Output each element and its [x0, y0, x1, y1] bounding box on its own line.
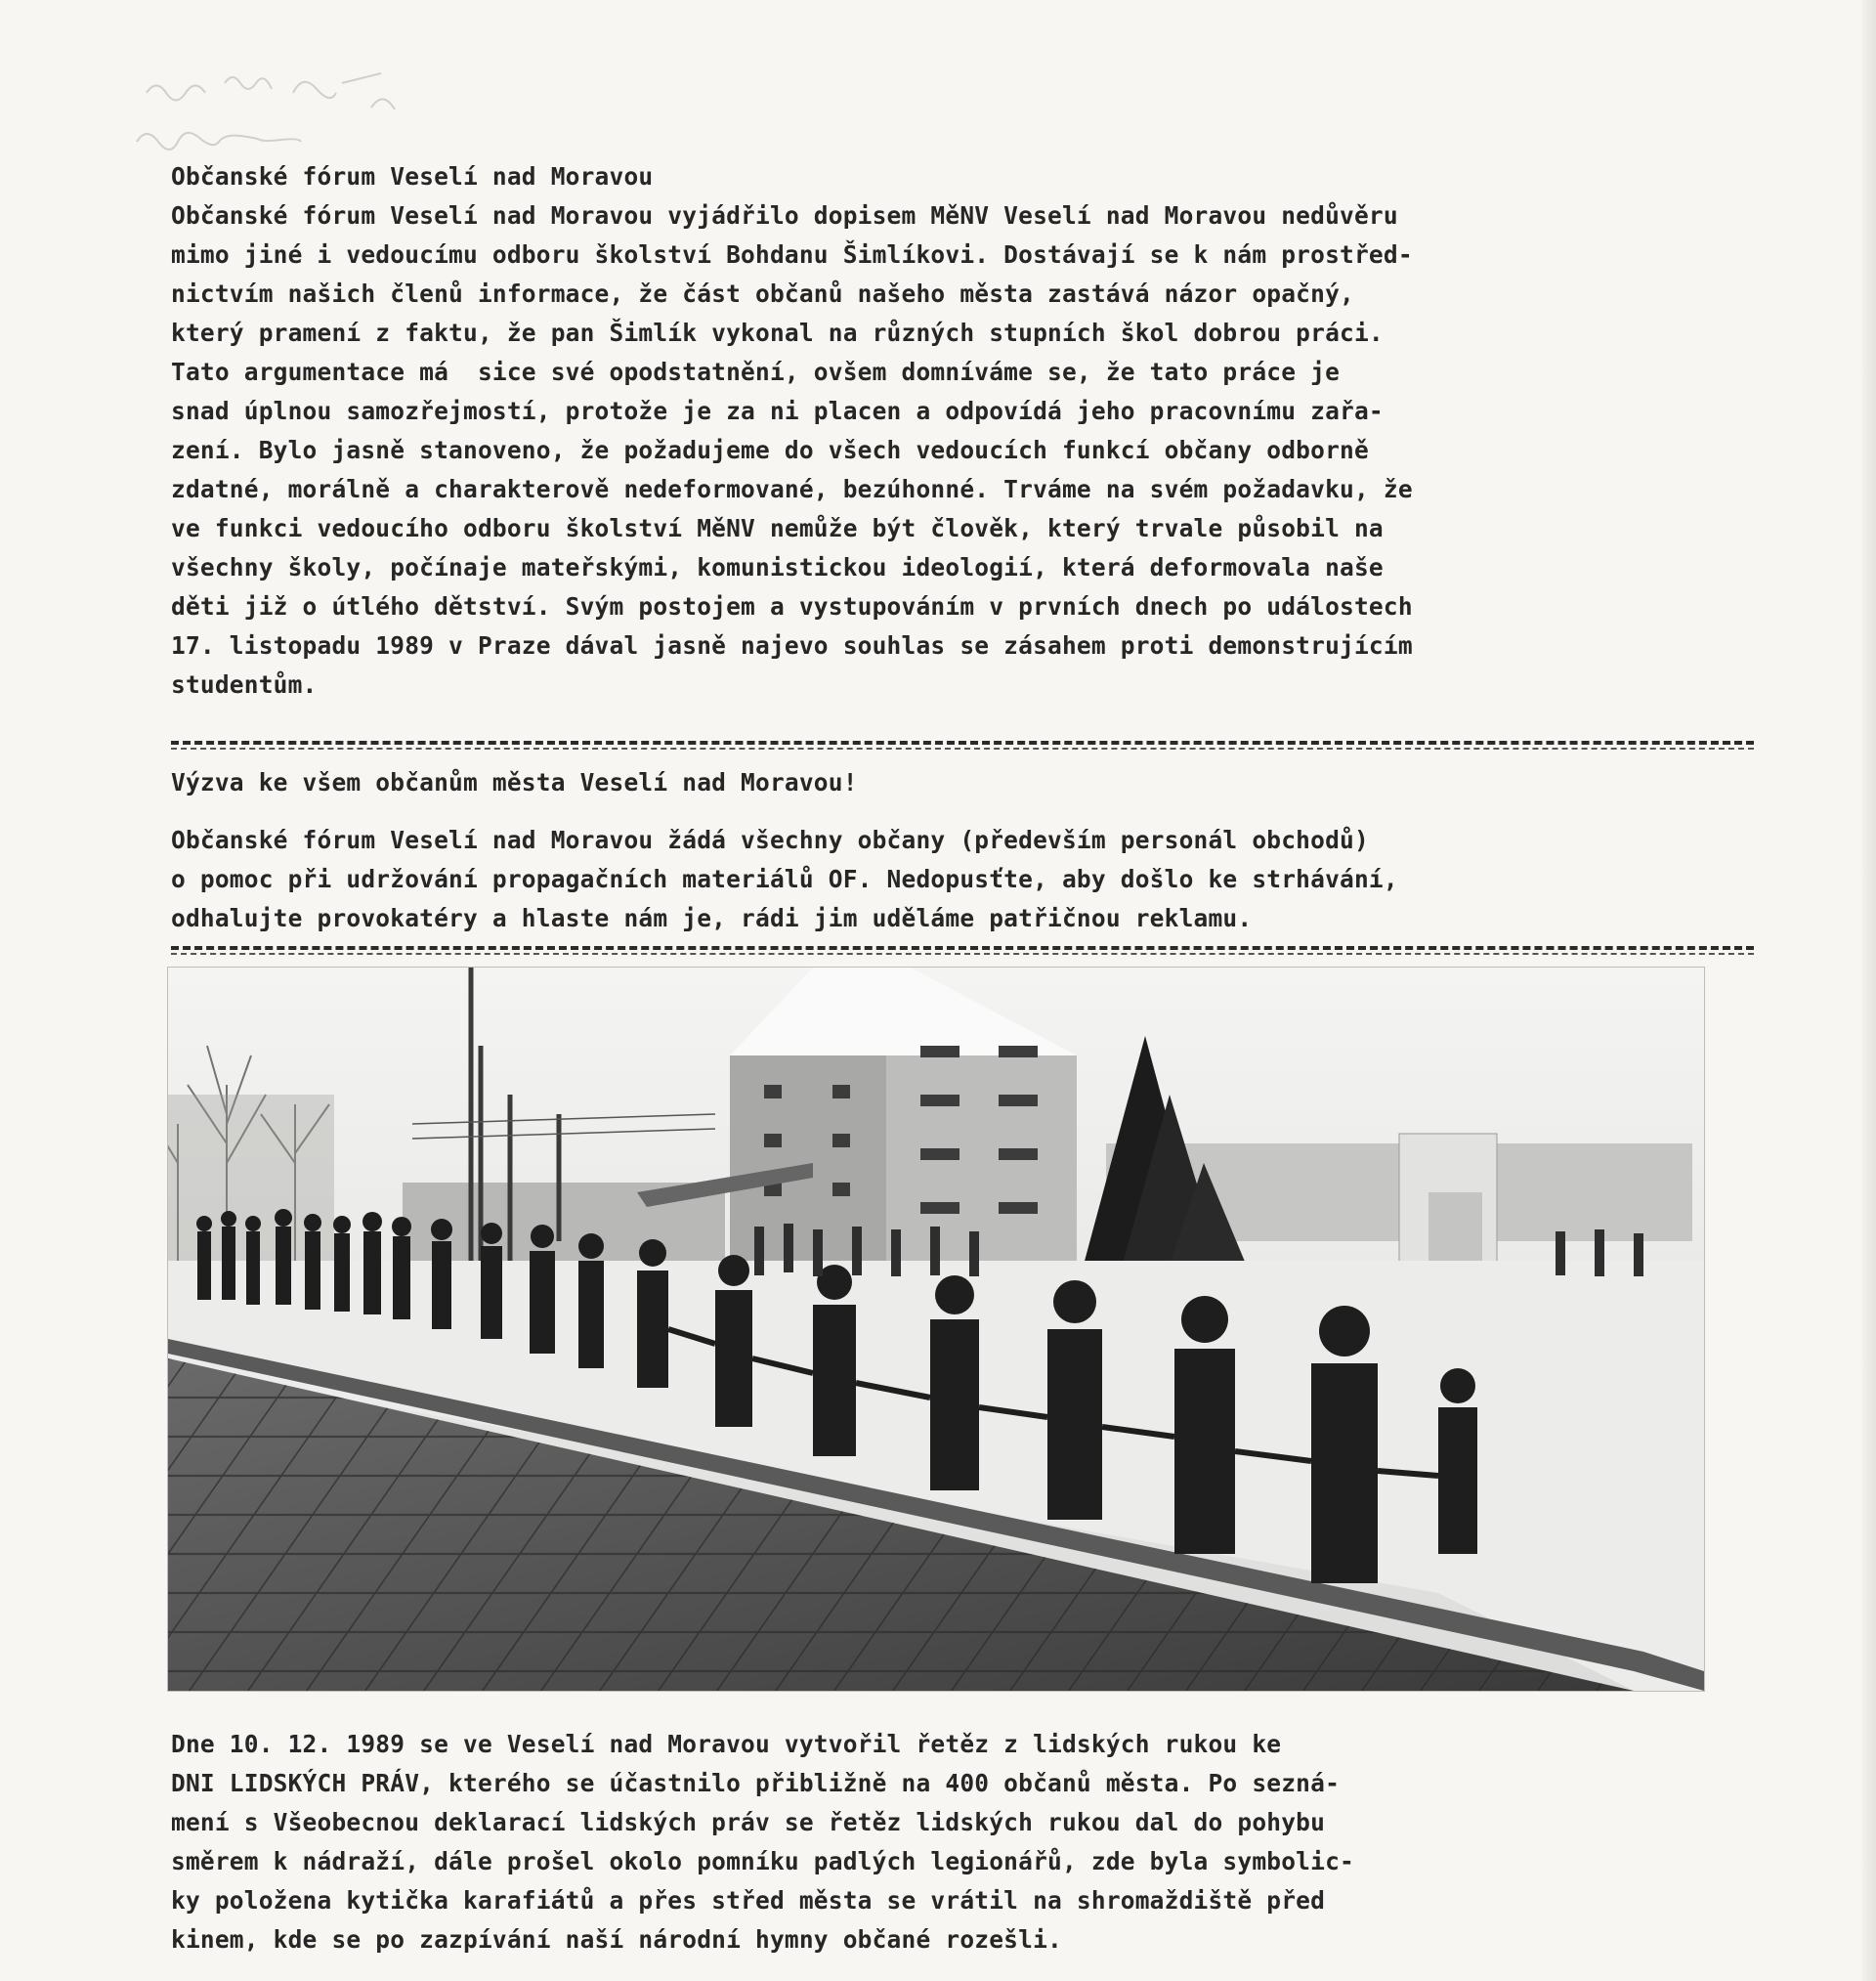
- article1-line: Tato argumentace má sice své opodstatnění, ovšem domníváme se, že tato práce je: [171, 358, 1341, 386]
- article1-line: 17. listopadu 1989 v Praze dával jasně najevo souhlas se zásahem proti demonstrujícím: [171, 631, 1413, 660]
- article1-line: studentům.: [171, 670, 318, 699]
- page-edge: [1862, 0, 1876, 1981]
- caption-line: kinem, kde se po zazpívání naší národní hymny občané rozešli.: [171, 1925, 1062, 1954]
- caption-line: Dne 10. 12. 1989 se ve Veselí nad Moravou vytvořil řetěz z lidských rukou ke: [171, 1730, 1282, 1758]
- article2-line: o pomoc při udržování propagačních materiálů OF. Nedopusťte, aby došlo ke strhávání,: [171, 865, 1398, 893]
- article1-line: který pramení z faktu, že pan Šimlík vykonal na různých stupních škol dobrou práci.: [171, 319, 1384, 347]
- divider-line: [171, 741, 1754, 745]
- human-chain-photo: [168, 968, 1704, 1691]
- divider-line: [171, 946, 1754, 950]
- handwritten-note-icon: [127, 54, 440, 171]
- article1-line: zení. Bylo jasně stanoveno, že požadujeme do všech vedoucích funkcí občany odborně: [171, 436, 1369, 464]
- article1-line: nictvím našich členů informace, že část občanů našeho města zastává názor opačný,: [171, 280, 1354, 308]
- article1-line: mimo jiné i vedoucímu odboru školství Bohdanu Šimlíkovi. Dostávají se k nám prostřed-: [171, 240, 1413, 269]
- article1-line: zdatné, morálně a charakterově nedeformované, bezúhonné. Trváme na svém požadavku, že: [171, 475, 1413, 503]
- article1-line: ve funkci vedoucího odboru školství MěNV nemůže být člověk, který trvale působil na: [171, 514, 1384, 542]
- article1-line: snad úplnou samozřejmostí, protože je za ni placen a odpovídá jeho pracovnímu zařa-: [171, 397, 1384, 425]
- article1-title: Občanské fórum Veselí nad Moravou: [171, 162, 654, 191]
- article1-line: děti již o útlého dětství. Svým postojem a vystupováním v prvních dnech po událostech: [171, 592, 1413, 621]
- article2-title: Výzva ke všem občanům města Veselí nad Moravou!: [171, 768, 858, 797]
- caption-line: DNI LIDSKÝCH PRÁV, kterého se účastnilo přibližně na 400 občanů města. Po sezná-: [171, 1769, 1341, 1797]
- caption-line: ky položena kytička karafiátů a přes střed města se vrátil na shromaždiště před: [171, 1886, 1326, 1915]
- article1-line: všechny školy, počínaje mateřskými, komunistickou ideologií, která deformovala naše: [171, 553, 1384, 581]
- caption-line: mení s Všeobecnou deklarací lidských práv se řetěz lidských rukou dal do pohybu: [171, 1808, 1326, 1836]
- article1-line: Občanské fórum Veselí nad Moravou vyjádřilo dopisem MěNV Veselí nad Moravou nedůvěru: [171, 201, 1398, 230]
- article2-line: Občanské fórum Veselí nad Moravou žádá všechny občany (především personál obchodů): [171, 826, 1369, 854]
- article2-line: odhalujte provokatéry a hlaste nám je, rádi jim uděláme patřičnou reklamu.: [171, 904, 1253, 932]
- caption-line: směrem k nádraží, dále prošel okolo pomníku padlých legionářů, zde byla symbolic-: [171, 1847, 1354, 1875]
